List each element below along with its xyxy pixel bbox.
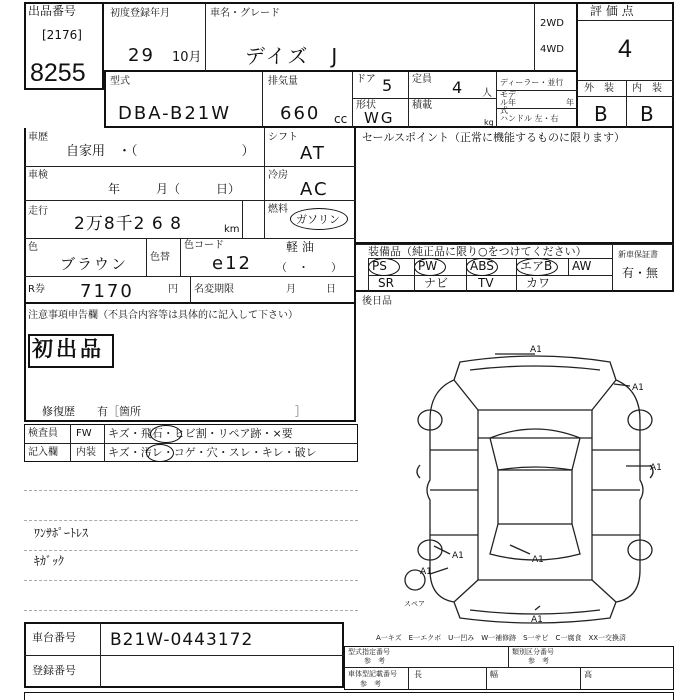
vin-ref: 参 考	[360, 680, 381, 688]
cap-value: 4	[452, 78, 465, 97]
grade-label: 評 価 点	[590, 4, 634, 18]
inspect-label: 車検	[28, 170, 48, 181]
title-limit-label: 名変期限	[194, 284, 234, 295]
int-value: B	[640, 102, 656, 126]
handwritten-note-1: ﾜﾝｻﾎﾟｰﾄﾚｽ	[34, 526, 89, 540]
recycle-label: R券	[28, 284, 45, 295]
recycle-unit: 円	[168, 284, 178, 295]
dealer-label: ディーラー・並行	[500, 78, 564, 87]
designation-ref: 参 考	[364, 657, 385, 665]
equipment-item: ABS	[470, 259, 494, 273]
fuel-gas-circle	[290, 208, 348, 230]
equipment-item: ナビ	[424, 276, 449, 290]
first-reg-month: 10月	[172, 50, 202, 65]
fuel-label: 燃料	[268, 204, 288, 215]
chassis-value: B21W-0443172	[110, 630, 254, 650]
shape-label: 形状	[356, 100, 376, 111]
lot-no-label: 出品番号	[28, 4, 77, 18]
inspector-row-1: キズ・飛石・ヒビ割・リペア跡・×要	[108, 427, 293, 440]
ext-value: B	[594, 102, 610, 126]
equipment-item-circle	[466, 258, 498, 276]
damage-mark-1: A1	[530, 345, 542, 355]
color-code-value: e12	[212, 253, 252, 274]
dirt-circle	[146, 444, 174, 462]
disp-label: 排気量	[268, 76, 298, 87]
history-value: 自家用 ・（ ）	[66, 144, 255, 159]
inspector-code-int: 内装	[76, 447, 96, 458]
equipment-item: カワ	[526, 276, 551, 290]
cap-label: 定員	[412, 74, 432, 85]
damage-mark-6: A1	[420, 567, 432, 577]
equipment-item: SR	[378, 276, 394, 290]
grade-value: 4	[618, 35, 632, 63]
damage-mark-4: A1	[452, 551, 464, 561]
equipment-item-circle	[368, 258, 400, 276]
recycle-value: 7170	[80, 281, 134, 302]
spare-label: スペア	[404, 600, 425, 608]
inspector-label-1: 検査員	[28, 428, 58, 439]
ext-label: 外 装	[584, 83, 614, 94]
mileage-value: 2万8千2 6 8	[74, 214, 182, 234]
mileage-unit: km	[224, 224, 240, 235]
fuel-gas: ガソリン	[296, 213, 340, 226]
notes-label: 注意事項申告欄（不具合内容等は具体的に記入して下さい）	[28, 310, 298, 321]
reg-label: 登録番号	[32, 664, 76, 677]
designation-label: 型式指定番号	[348, 648, 390, 656]
width-label: 幅	[490, 670, 498, 679]
flying-stone-circle	[150, 425, 182, 443]
ac-value: AC	[300, 179, 329, 200]
damage-legend: A一キズ E一エクボ U一凹み W一補修跡 S一サビ C一腐食 XX一交換済	[376, 634, 627, 642]
type-value: DBA-B21W	[118, 103, 232, 124]
inspector-label-2: 記入欄	[28, 447, 58, 458]
equipment-item-circle	[516, 258, 558, 276]
inspector-row-2: キズ・汚レ・コゲ・穴・スレ・キレ・破レ	[108, 446, 317, 459]
length-label: 長	[414, 670, 422, 679]
load-label: 積載	[412, 100, 432, 111]
shift-label: シフト	[268, 132, 298, 143]
int-label: 内 装	[632, 83, 662, 94]
warranty-value: 有・無	[622, 266, 659, 280]
lot-code: [2176]	[42, 28, 82, 42]
equipment-item: AW	[572, 259, 592, 273]
lot-number: 8255	[30, 59, 86, 87]
drive-2wd: 2WD	[540, 18, 564, 29]
title-limit-value: 月 日	[286, 284, 336, 295]
color-change-label: 色替	[150, 252, 170, 263]
repair-label: 修復歴 有［箇所 ］	[42, 405, 306, 418]
damage-mark-2: A1	[632, 383, 644, 393]
equipment-item: PS	[372, 259, 387, 273]
handwritten-note-2: ｷｶﾞｯｸ	[34, 554, 65, 568]
ac-label: 冷房	[268, 170, 288, 181]
color-label: 色	[28, 242, 38, 253]
model-year-unit: 年	[566, 98, 574, 107]
rear-seat-label: 後日品	[362, 296, 392, 307]
mileage-label: 走行	[28, 206, 48, 217]
height-label: 高	[584, 670, 592, 679]
equipment-item: TV	[478, 276, 494, 290]
load-unit: kg	[484, 118, 494, 127]
damage-mark-3: A1	[650, 463, 662, 473]
category-label: 類別区分番号	[512, 648, 554, 656]
equipment-item: PW	[418, 259, 438, 273]
sales-box	[356, 128, 674, 244]
car-damage-diagram	[390, 340, 680, 630]
first-reg-year: 29	[128, 45, 155, 66]
disp-value: 660	[280, 103, 321, 124]
history-label: 車歴	[28, 132, 48, 143]
disp-unit: cc	[334, 112, 348, 126]
handle-label: ハンドル 左・右	[500, 114, 559, 123]
fuel-diesel: 軽 油	[286, 240, 314, 254]
damage-mark-5: A1	[532, 555, 544, 565]
model-label: 車名・グレード	[210, 8, 280, 19]
type-label: 型式	[110, 76, 130, 87]
equipment-item: エアB	[520, 259, 553, 273]
bottom-strip	[24, 692, 674, 700]
category-ref: 参 考	[528, 657, 549, 665]
model-value: デイズ J	[245, 44, 340, 68]
first-reg-label: 初度登録年月	[110, 8, 170, 19]
sales-label: セールスポイント（正常に機能するものに限ります）	[362, 131, 626, 144]
color-value: ブラウン	[60, 255, 129, 273]
door-value: 5	[382, 76, 395, 95]
door-label: ドア	[356, 74, 376, 85]
chassis-label: 車台番号	[32, 631, 76, 644]
damage-mark-7: A1	[531, 615, 543, 625]
fuel-other: （ ・ ）	[276, 261, 342, 274]
cap-unit: 人	[482, 88, 492, 99]
inspector-code-fw: FW	[76, 428, 92, 439]
stamp-text: 初出品	[32, 337, 104, 361]
shape-value: WG	[364, 109, 395, 127]
warranty-label: 新車保証書	[618, 250, 658, 259]
inspect-value: 年 月（ 日）	[108, 182, 241, 196]
designation-box	[344, 646, 674, 690]
color-code-label: 色コード	[184, 240, 224, 251]
drive-4wd: 4WD	[540, 44, 564, 55]
model-year-label: モデル年式	[500, 90, 516, 115]
vin-label: 車体型記載番号	[348, 670, 397, 678]
equipment-label: 装備品（純正品に限り○をつけてください）	[368, 245, 587, 258]
shift-value: AT	[300, 143, 326, 164]
equipment-item-circle	[414, 258, 446, 276]
